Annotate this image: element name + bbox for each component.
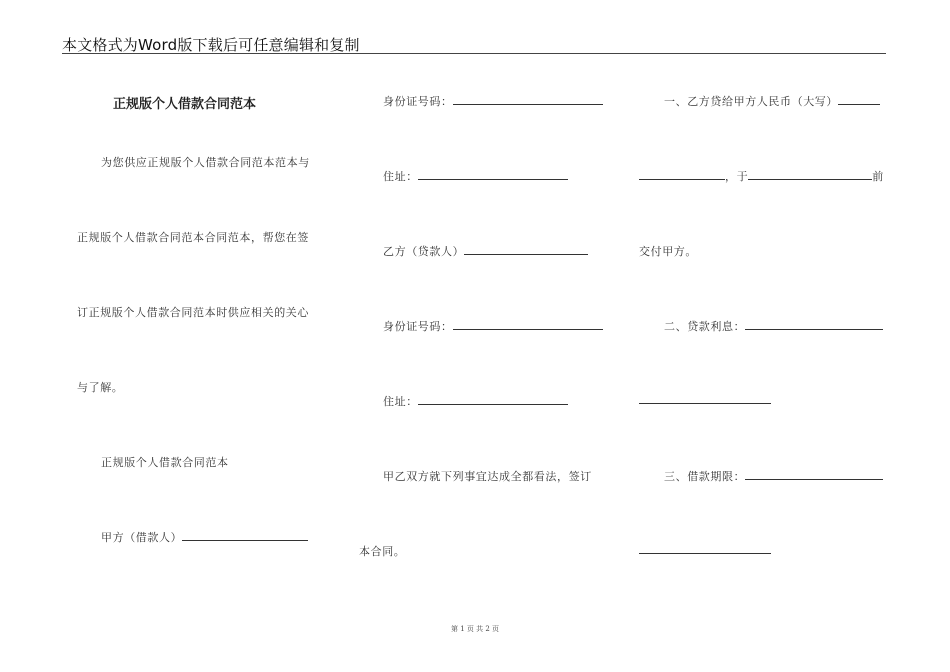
id-number-a-label: 身份证号码： xyxy=(383,95,453,108)
subtitle: 正规版个人借款合同范本 xyxy=(101,456,229,469)
amount-blank xyxy=(838,94,880,105)
clause-2-cont-line xyxy=(639,393,771,407)
clause-3-cont-line xyxy=(639,543,771,557)
page-number: 第 1 页 共 2 页 xyxy=(450,625,500,633)
id-number-b-line xyxy=(383,318,603,334)
clause-1-before: 前 xyxy=(872,170,884,183)
clause-1-date-label: ，于 xyxy=(725,170,749,183)
term-blank-cont xyxy=(639,543,771,554)
intro-line-4: 与了解。 xyxy=(77,381,124,394)
address-a-line xyxy=(383,168,568,184)
party-b-label: 乙方（贷款人） xyxy=(383,245,465,258)
clause-2-label: 二、贷款利息： xyxy=(664,320,746,333)
clause-3-line xyxy=(664,468,883,484)
intro-line-3: 订正规版个人借款合同范本时供应相关的关心 xyxy=(77,306,309,319)
party-a-line xyxy=(101,529,308,545)
clause-1-line-2 xyxy=(639,168,884,184)
date-blank xyxy=(748,169,872,180)
id-number-b-label: 身份证号码： xyxy=(383,320,453,333)
clause-3-label: 三、借款期限： xyxy=(664,470,746,483)
address-a-label: 住址： xyxy=(383,170,418,183)
term-blank xyxy=(745,469,883,480)
document-title: 正规版个人借款合同范本 xyxy=(113,97,257,112)
party-b-line xyxy=(383,243,588,259)
agreement-line-1: 甲乙双方就下列事宜达成全都看法，签订 xyxy=(383,470,592,483)
header-divider xyxy=(62,53,886,54)
clause-1-label: 一、乙方贷给甲方人民币（大写） xyxy=(664,95,838,108)
party-b-blank xyxy=(464,244,588,255)
address-b-blank xyxy=(418,394,568,405)
address-b-label: 住址： xyxy=(383,395,418,408)
header-text: 本文格式为Word版下载后可任意编辑和复制 xyxy=(62,36,360,54)
interest-blank-cont xyxy=(639,393,771,404)
clause-1-line-3: 交付甲方。 xyxy=(639,245,697,258)
address-b-line xyxy=(383,393,568,409)
interest-blank xyxy=(745,319,883,330)
intro-line-2: 正规版个人借款合同范本合同范本，帮您在签 xyxy=(77,231,309,244)
party-a-label: 甲方（借款人） xyxy=(101,531,183,544)
id-number-a-line xyxy=(383,93,603,109)
amount-blank-cont xyxy=(639,169,725,180)
intro-line-1: 为您供应正规版个人借款合同范本范本与 xyxy=(101,156,310,169)
agreement-line-2: 本合同。 xyxy=(359,545,406,558)
clause-1-line-1 xyxy=(664,93,880,109)
party-a-blank xyxy=(182,530,308,541)
id-number-b-blank xyxy=(453,319,603,330)
clause-2-line xyxy=(664,318,883,334)
address-a-blank xyxy=(418,169,568,180)
id-number-a-blank xyxy=(453,94,603,105)
